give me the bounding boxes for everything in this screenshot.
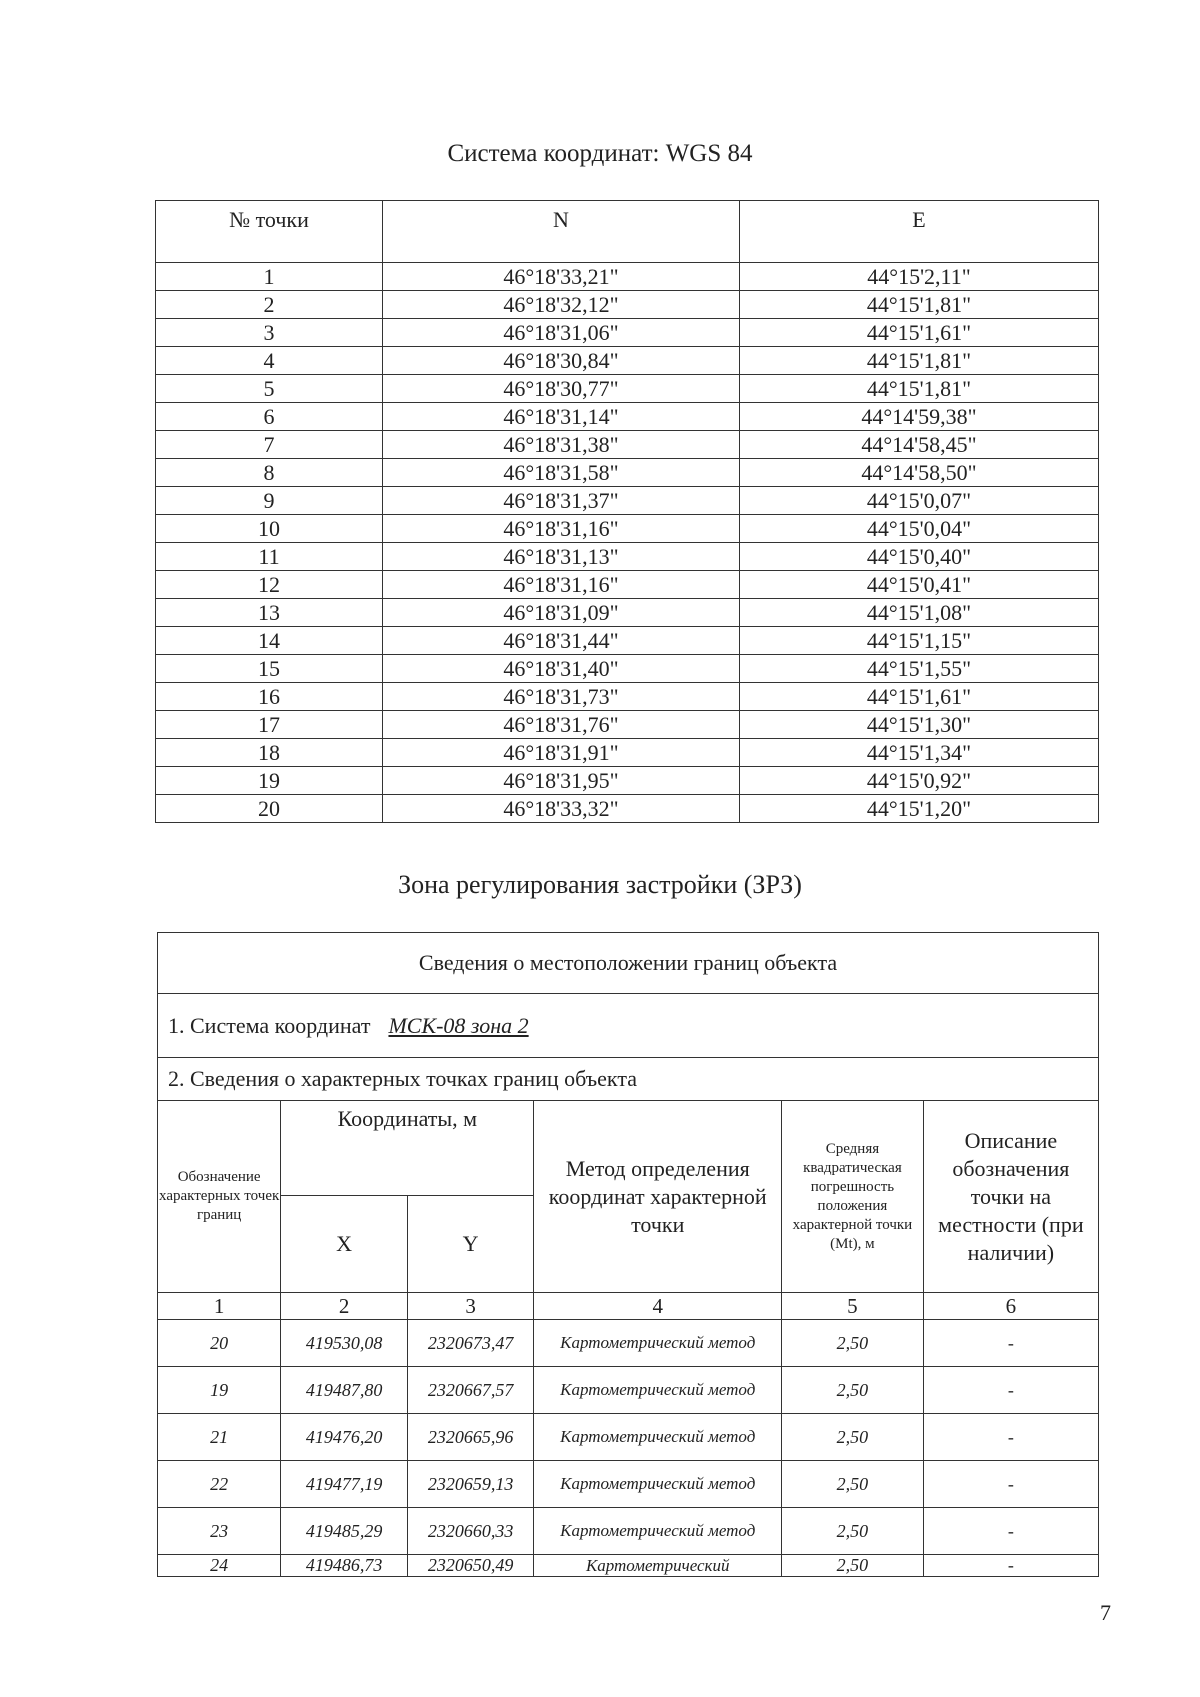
coordinate-system-label: 1. Система координат bbox=[168, 1012, 371, 1038]
table-row bbox=[156, 431, 1099, 459]
table-row bbox=[156, 683, 1099, 711]
east-cell: 44°15'0,07" bbox=[740, 487, 1099, 515]
coordinate-system-row bbox=[158, 994, 1099, 1058]
point-number-cell: 14 bbox=[156, 627, 383, 655]
point-number-cell: 10 bbox=[156, 515, 383, 543]
x-cell: 419476,20 bbox=[281, 1414, 408, 1461]
north-cell: 46°18'31,14" bbox=[383, 403, 740, 431]
zrz-boundary-table bbox=[157, 932, 1099, 1577]
col-coordinates: Координаты, м bbox=[281, 1101, 534, 1196]
header-point-number: № точки bbox=[156, 201, 383, 263]
x-cell: 419477,19 bbox=[281, 1461, 408, 1508]
designation-cell: 19 bbox=[158, 1367, 281, 1414]
north-cell: 46°18'31,76" bbox=[383, 711, 740, 739]
north-cell: 46°18'31,95" bbox=[383, 767, 740, 795]
x-cell: 419486,73 bbox=[281, 1555, 408, 1577]
point-number-cell: 20 bbox=[156, 795, 383, 823]
method-cell: Картометрический метод bbox=[534, 1508, 782, 1555]
point-number-cell: 18 bbox=[156, 739, 383, 767]
column-number-cell: 6 bbox=[923, 1293, 1098, 1320]
boundary-info-header: Сведения о местоположении границ объекта bbox=[158, 933, 1099, 994]
point-number-cell: 13 bbox=[156, 599, 383, 627]
east-cell: 44°15'1,61" bbox=[740, 319, 1099, 347]
table-row bbox=[156, 263, 1099, 291]
error-cell: 2,50 bbox=[782, 1461, 924, 1508]
y-cell: 2320665,96 bbox=[407, 1414, 534, 1461]
coordinate-system-value: МСК-08 зона 2 bbox=[388, 1012, 529, 1038]
point-number-cell: 5 bbox=[156, 375, 383, 403]
north-cell: 46°18'31,40" bbox=[383, 655, 740, 683]
table-row bbox=[156, 375, 1099, 403]
method-cell: Картометрический метод bbox=[534, 1320, 782, 1367]
y-cell: 2320650,49 bbox=[407, 1555, 534, 1577]
col-x: X bbox=[281, 1196, 408, 1293]
east-cell: 44°15'1,61" bbox=[740, 683, 1099, 711]
point-number-cell: 7 bbox=[156, 431, 383, 459]
table-row bbox=[156, 459, 1099, 487]
north-cell: 46°18'32,12" bbox=[383, 291, 740, 319]
point-number-cell: 6 bbox=[156, 403, 383, 431]
table-row bbox=[156, 711, 1099, 739]
description-cell: - bbox=[923, 1508, 1098, 1555]
table-row bbox=[158, 1367, 1099, 1414]
error-cell: 2,50 bbox=[782, 1414, 924, 1461]
point-number-cell: 17 bbox=[156, 711, 383, 739]
wgs84-coordinates-table bbox=[155, 200, 1099, 823]
table-row bbox=[156, 515, 1099, 543]
method-cell: Картометрический метод bbox=[534, 1461, 782, 1508]
east-cell: 44°14'58,50" bbox=[740, 459, 1099, 487]
error-cell: 2,50 bbox=[782, 1367, 924, 1414]
method-cell: Картометрический метод bbox=[534, 1367, 782, 1414]
east-cell: 44°14'59,38" bbox=[740, 403, 1099, 431]
north-cell: 46°18'31,16" bbox=[383, 571, 740, 599]
designation-cell: 24 bbox=[158, 1555, 281, 1577]
column-number-cell: 1 bbox=[158, 1293, 281, 1320]
east-cell: 44°15'1,55" bbox=[740, 655, 1099, 683]
north-cell: 46°18'31,06" bbox=[383, 319, 740, 347]
description-cell: - bbox=[923, 1367, 1098, 1414]
north-cell: 46°18'30,84" bbox=[383, 347, 740, 375]
table-row bbox=[156, 599, 1099, 627]
coordinate-system-title: Система координат: WGS 84 bbox=[447, 140, 753, 167]
table-row bbox=[158, 1555, 1099, 1577]
east-cell: 44°15'1,81" bbox=[740, 347, 1099, 375]
table-row bbox=[156, 291, 1099, 319]
column-numbers-row bbox=[158, 1293, 1099, 1320]
table-row bbox=[158, 1508, 1099, 1555]
designation-cell: 20 bbox=[158, 1320, 281, 1367]
table-row bbox=[156, 739, 1099, 767]
table-row bbox=[156, 487, 1099, 515]
east-cell: 44°15'1,15" bbox=[740, 627, 1099, 655]
east-cell: 44°14'58,45" bbox=[740, 431, 1099, 459]
point-number-cell: 8 bbox=[156, 459, 383, 487]
error-cell: 2,50 bbox=[782, 1508, 924, 1555]
column-number-cell: 3 bbox=[407, 1293, 534, 1320]
table-row bbox=[156, 571, 1099, 599]
point-number-cell: 19 bbox=[156, 767, 383, 795]
error-cell: 2,50 bbox=[782, 1320, 924, 1367]
point-number-cell: 1 bbox=[156, 263, 383, 291]
table-row bbox=[158, 1320, 1099, 1367]
north-cell: 46°18'31,16" bbox=[383, 515, 740, 543]
designation-cell: 21 bbox=[158, 1414, 281, 1461]
table-row bbox=[158, 1414, 1099, 1461]
north-cell: 46°18'31,73" bbox=[383, 683, 740, 711]
column-number-cell: 2 bbox=[281, 1293, 408, 1320]
characteristic-points-label: 2. Сведения о характерных точках границ объекта bbox=[158, 1058, 1099, 1101]
col-method: Метод определения координат характерной точки bbox=[534, 1101, 782, 1293]
point-number-cell: 16 bbox=[156, 683, 383, 711]
col-error: Средняя квадратическая погрешность положения характерной точки (Mt), м bbox=[782, 1101, 924, 1293]
east-cell: 44°15'2,11" bbox=[740, 263, 1099, 291]
point-number-cell: 2 bbox=[156, 291, 383, 319]
column-number-cell: 5 bbox=[782, 1293, 924, 1320]
y-cell: 2320659,13 bbox=[407, 1461, 534, 1508]
east-cell: 44°15'1,81" bbox=[740, 375, 1099, 403]
point-number-cell: 4 bbox=[156, 347, 383, 375]
y-cell: 2320673,47 bbox=[407, 1320, 534, 1367]
method-cell: Картометрический метод bbox=[534, 1414, 782, 1461]
table-row bbox=[156, 319, 1099, 347]
north-cell: 46°18'31,58" bbox=[383, 459, 740, 487]
description-cell: - bbox=[923, 1320, 1098, 1367]
point-number-cell: 12 bbox=[156, 571, 383, 599]
header-north: N bbox=[383, 201, 740, 263]
y-cell: 2320667,57 bbox=[407, 1367, 534, 1414]
description-cell: - bbox=[923, 1555, 1098, 1577]
table-row bbox=[156, 347, 1099, 375]
north-cell: 46°18'31,09" bbox=[383, 599, 740, 627]
point-number-cell: 15 bbox=[156, 655, 383, 683]
method-cell: Картометрический bbox=[534, 1555, 782, 1577]
east-cell: 44°15'1,34" bbox=[740, 739, 1099, 767]
east-cell: 44°15'1,20" bbox=[740, 795, 1099, 823]
table-row bbox=[156, 655, 1099, 683]
north-cell: 46°18'31,44" bbox=[383, 627, 740, 655]
table-row bbox=[156, 795, 1099, 823]
error-cell: 2,50 bbox=[782, 1555, 924, 1577]
zrz-title: Зона регулирования застройки (ЗРЗ) bbox=[398, 870, 802, 899]
north-cell: 46°18'33,21" bbox=[383, 263, 740, 291]
east-cell: 44°15'1,08" bbox=[740, 599, 1099, 627]
east-cell: 44°15'1,30" bbox=[740, 711, 1099, 739]
col-designation: Обозначение характерных точек границ bbox=[158, 1101, 281, 1293]
col-y: Y bbox=[407, 1196, 534, 1293]
table-row bbox=[156, 767, 1099, 795]
header-east: E bbox=[740, 201, 1099, 263]
x-cell: 419485,29 bbox=[281, 1508, 408, 1555]
point-number-cell: 3 bbox=[156, 319, 383, 347]
description-cell: - bbox=[923, 1414, 1098, 1461]
table-row bbox=[156, 543, 1099, 571]
description-cell: - bbox=[923, 1461, 1098, 1508]
east-cell: 44°15'1,81" bbox=[740, 291, 1099, 319]
east-cell: 44°15'0,04" bbox=[740, 515, 1099, 543]
north-cell: 46°18'30,77" bbox=[383, 375, 740, 403]
col-description: Описание обозначения точки на местности (при наличии) bbox=[923, 1101, 1098, 1293]
north-cell: 46°18'31,37" bbox=[383, 487, 740, 515]
x-cell: 419487,80 bbox=[281, 1367, 408, 1414]
page-number: 7 bbox=[1100, 1600, 1111, 1625]
north-cell: 46°18'31,13" bbox=[383, 543, 740, 571]
east-cell: 44°15'0,92" bbox=[740, 767, 1099, 795]
column-number-cell: 4 bbox=[534, 1293, 782, 1320]
table-row bbox=[158, 1461, 1099, 1508]
designation-cell: 23 bbox=[158, 1508, 281, 1555]
east-cell: 44°15'0,41" bbox=[740, 571, 1099, 599]
y-cell: 2320660,33 bbox=[407, 1508, 534, 1555]
north-cell: 46°18'31,91" bbox=[383, 739, 740, 767]
designation-cell: 22 bbox=[158, 1461, 281, 1508]
table-row bbox=[156, 403, 1099, 431]
x-cell: 419530,08 bbox=[281, 1320, 408, 1367]
table-row bbox=[156, 627, 1099, 655]
point-number-cell: 11 bbox=[156, 543, 383, 571]
east-cell: 44°15'0,40" bbox=[740, 543, 1099, 571]
north-cell: 46°18'33,32" bbox=[383, 795, 740, 823]
north-cell: 46°18'31,38" bbox=[383, 431, 740, 459]
point-number-cell: 9 bbox=[156, 487, 383, 515]
